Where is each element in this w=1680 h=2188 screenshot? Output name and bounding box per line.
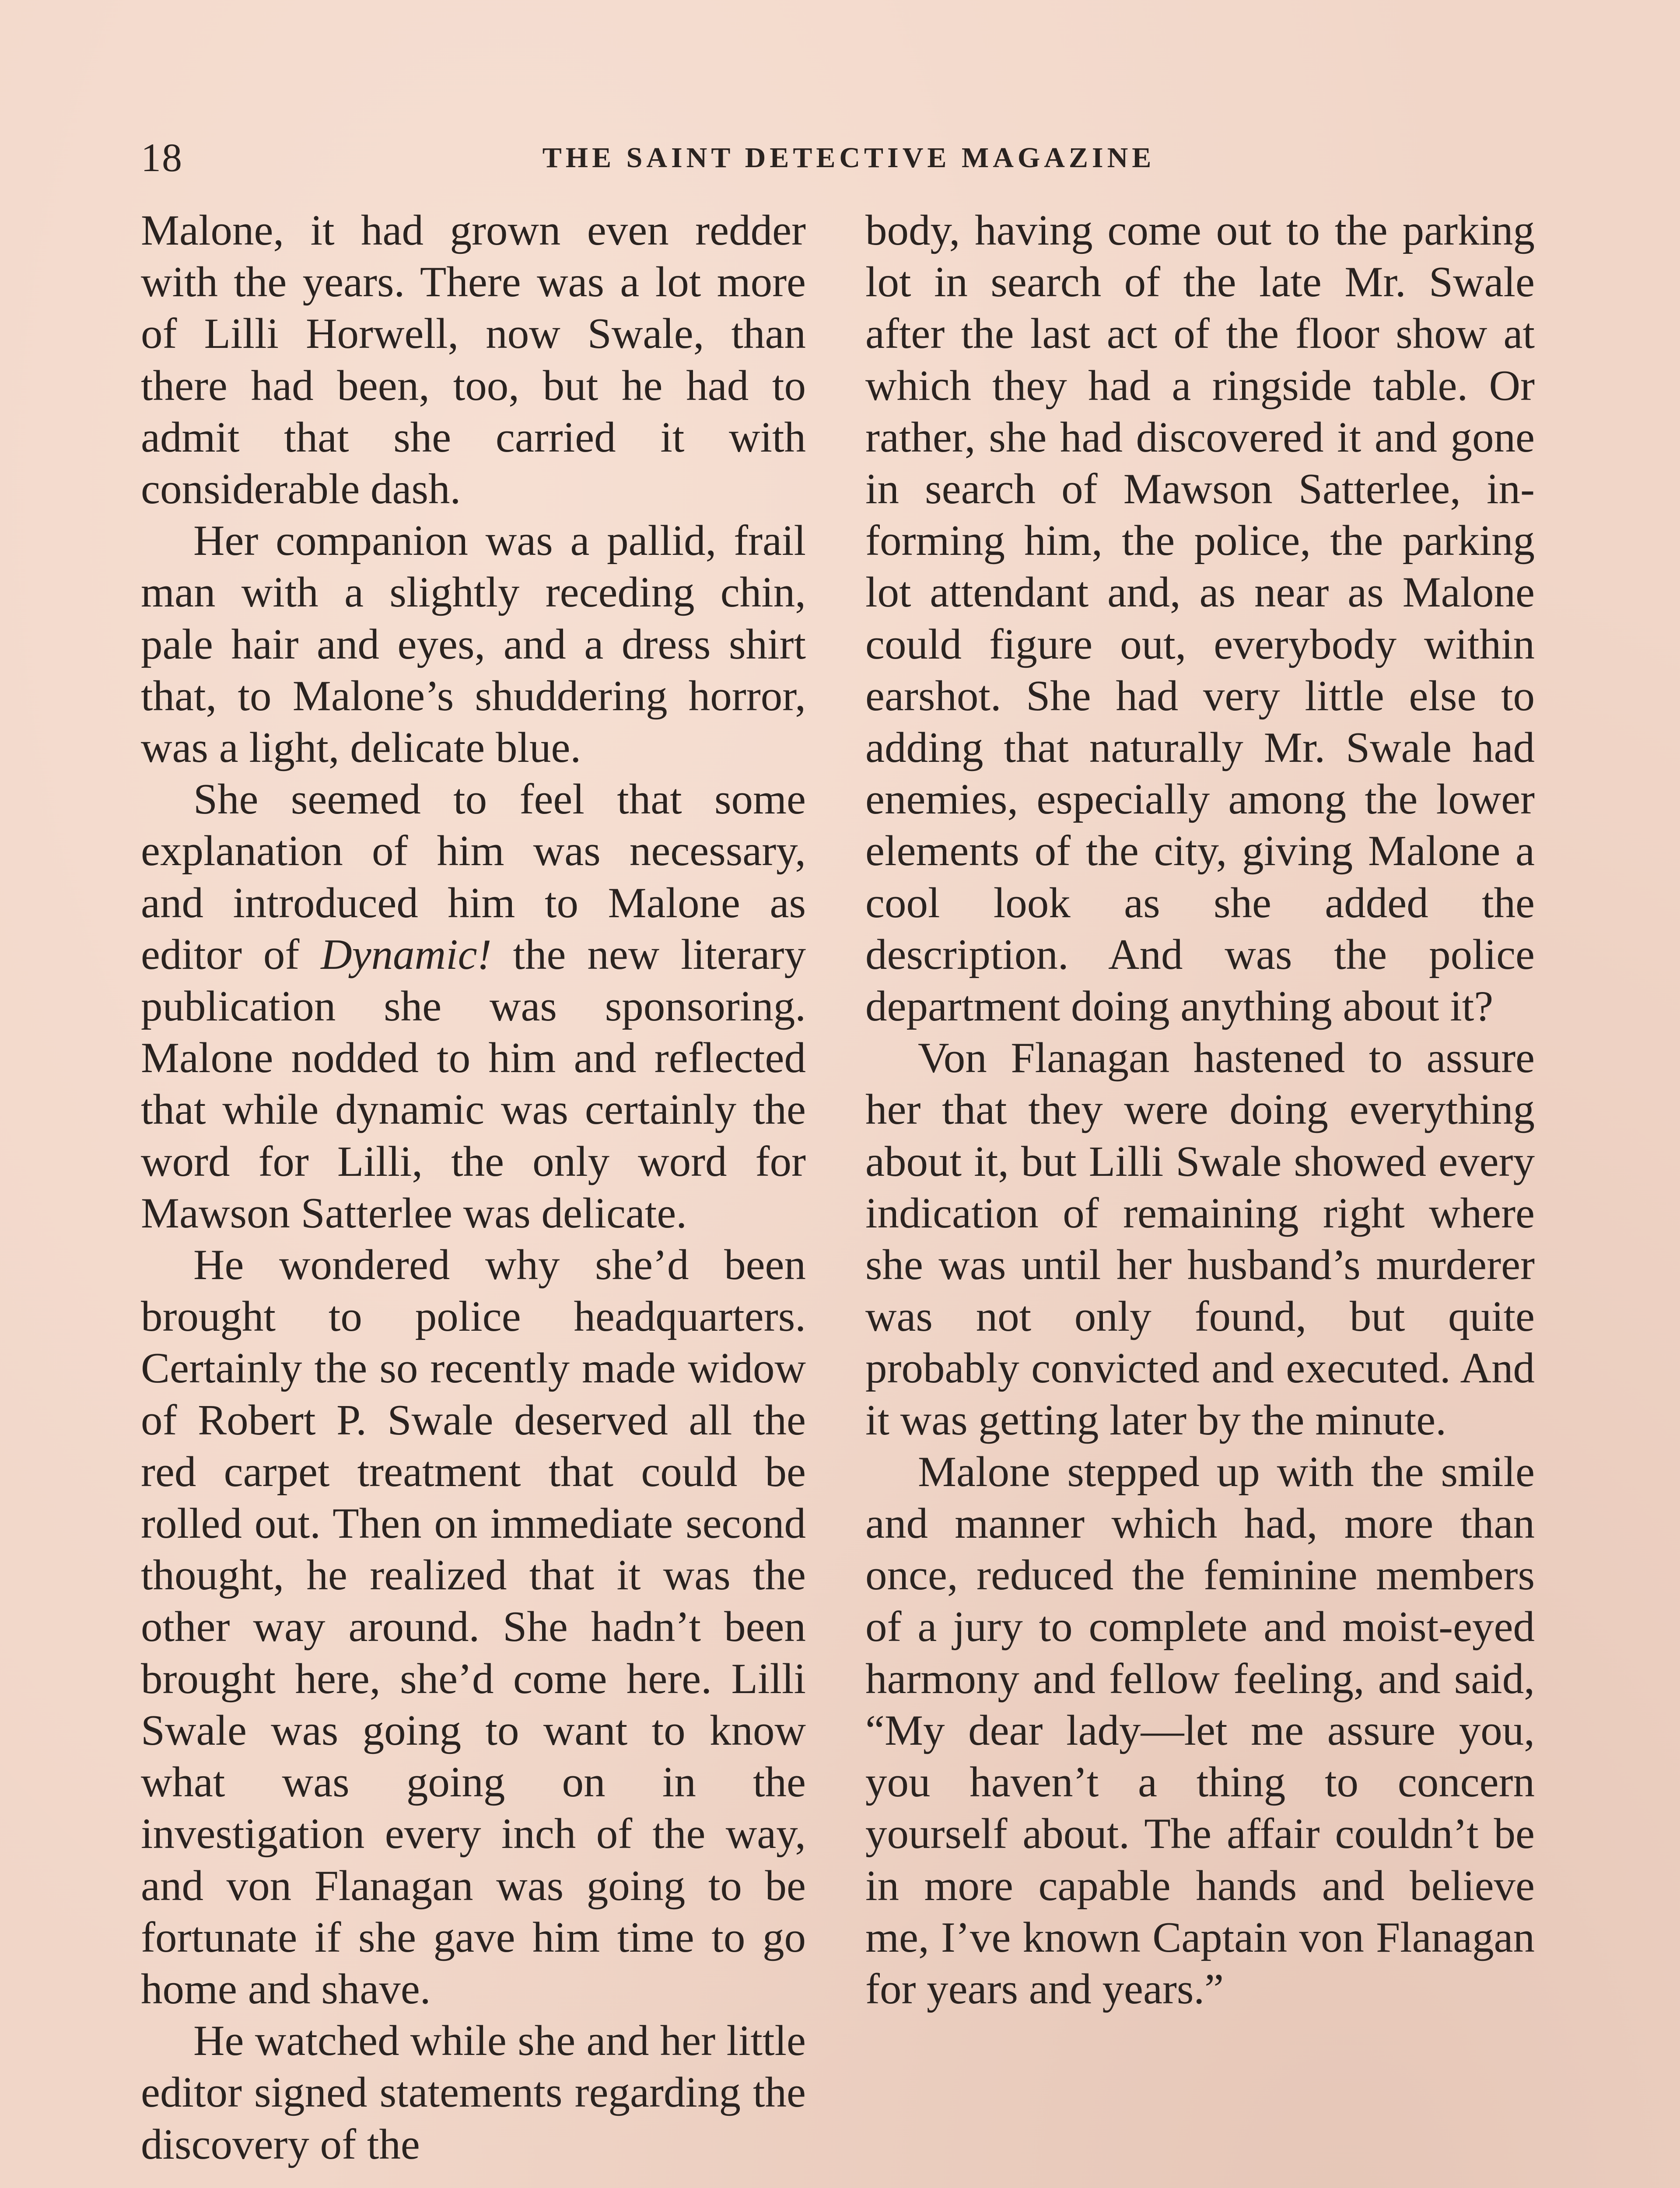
right-column: [865, 205, 1535, 2188]
paragraph: body, having come out to the parking lot in search of the late Mr. Swale after the last act of the floor show at which they had a ringside table. Or rather, she had discovered it and gone in search of Mawson Satterlee, informing him, the police, the parking lot attendant and, as near as Malone could figure out, everybody within earshot. She had very little else to adding that naturally Mr. Swale had enemies, especially among the lower elements of the city, giving Malone a cool look as she added the description. And was the police department doing anything about it?: [865, 207, 1535, 1031]
paragraph: Malone stepped up with the smile and manner which had, more than once, reduced the feminine members of a jury to complete and moist-eyed harmony and fellow feeling, and said, “My dear lady—let me assure you, you haven’t a thing to concern yourself about. The affair couldn’t be in more capable hands and believe me, I’ve known Captain von Flanagan for years and years.”: [865, 1448, 1535, 2013]
paragraph: Von Flanagan hastened to assure her that they were doing everything about it, but Lilli Swale showed every indication of remaining right where she was until her husband’s murderer was not only found, but quite probably convicted and executed. And it was getting later by the minute.: [865, 1034, 1535, 1444]
paragraph-text: the new literary publication she was sponsoring. Malone nodded to him and reflected that while dynamic was certainly the word for Lilli, the only word for Mawson Satterlee was delicate.: [141, 930, 806, 1237]
page-number: 18: [141, 135, 183, 180]
paragraph: Malone, it had grown even redder with the years. There was a lot more of Lilli Horwell, now Swale, than there had been, too, but he had to admit that she carried it with considerable dash.: [141, 207, 806, 513]
paragraph: He watched while she and her little editor signed statements regarding the discovery of the: [141, 2017, 806, 2168]
left-column: [141, 205, 806, 2188]
running-head: [141, 131, 1539, 184]
magazine-title: THE SAINT DETECTIVE MAGAZINE: [542, 142, 1155, 174]
paragraph-text: She seemed to feel that some explanation of him was necessary, and introduced him to Malone as editor of: [141, 775, 806, 978]
paragraph: Her companion was a pallid, frail man with a slightly receding chin, pale hair and eyes, and a dress shirt that, to Malone’s shuddering horror, was a light, delicate blue.: [141, 517, 806, 772]
publication-title: Dynamic!: [321, 930, 492, 978]
paragraph: He wondered why she’d been brought to police headquarters. Certainly the so recently made widow of Robert P. Swale deserved all the red carpet treatment that could be rolled out. Then on immediate second thought, he realized that it was the other way around. She hadn’t been brought here, she’d come here. Lilli Swale was going to want to know what was going on in the investigation every inch of the way, and von Flanagan was going to be fortunate if she gave him time to go home and shave.: [141, 1241, 806, 2013]
paragraph: [141, 774, 806, 1239]
